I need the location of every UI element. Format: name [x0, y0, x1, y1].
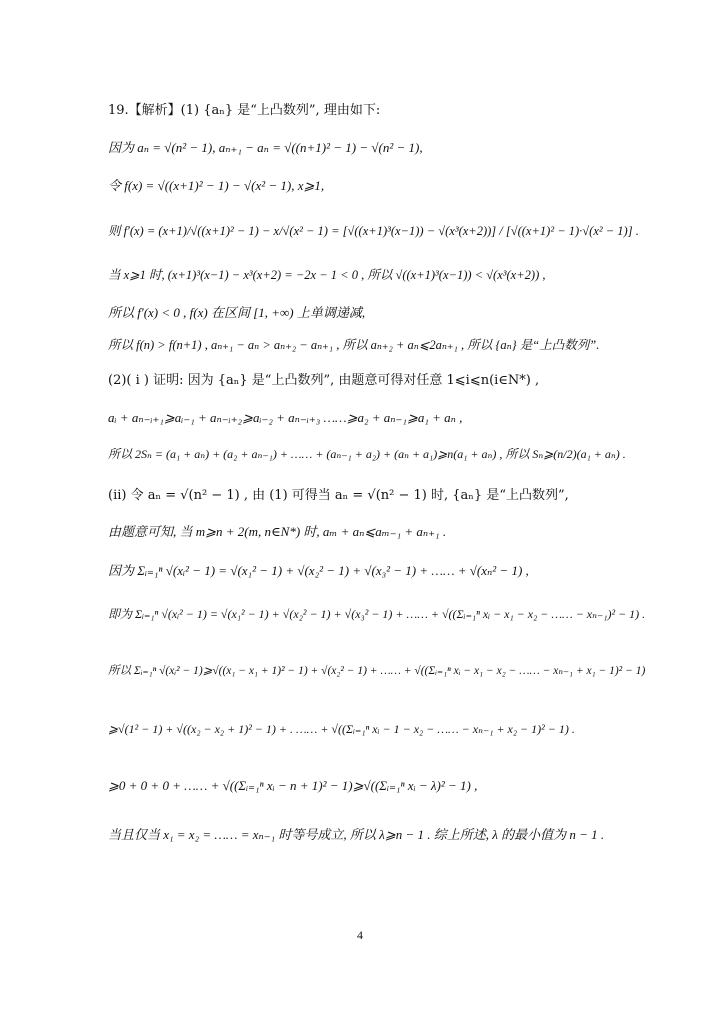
solution-line: 当 x⩾1 时, (x+1)³(x−1) − x³(x+2) = −2x − 1 < 0 , 所以 √((x+1)³(x−1)) < √(x³(x+2)) ,	[108, 268, 546, 282]
solution-line: 令 f(x) = √((x+1)² − 1) − √(x² − 1), x⩾1,	[108, 178, 325, 193]
solution-line: 所以 f(n) > f(n+1) , aₙ₊₁ − aₙ > aₙ₊₂ − aₙ₊₁ , 所以 aₙ₊₂ + aₙ⩽2aₙ₊₁ , 所以 {aₙ} 是“上凸数列”.	[108, 338, 600, 352]
solution-line: 所以 2Sₙ = (a₁ + aₙ) + (a₂ + aₙ₋₁) + …… + (aₙ₋₁ + a₂) + (aₙ + a₁)⩾n(a₁ + aₙ) , 所以 Sₙ⩾(n/2)(a₁ + aₙ) .	[108, 447, 626, 461]
solution-line: 当且仅当 x₁ = x₂ = …… = xₙ₋₁ 时等号成立, 所以 λ⩾n − 1 . 综上所述, λ 的最小值为 n − 1 .	[108, 827, 605, 842]
solution-line: 则 f′(x) = (x+1)/√((x+1)² − 1) − x/√(x² − 1) = [√((x+1)³(x−1)) − √(x³(x+2))] / [√((x+1)² − 1)·√(x² − 1)] .	[108, 224, 639, 238]
solution-line: (2)( i ) 证明: 因为 {aₙ} 是“上凸数列”, 由题意可得对任意 1⩽i⩽n(i∈N*) ,	[108, 373, 540, 388]
solution-heading: 19.【解析】(1) {aₙ} 是“上凸数列”, 理由如下:	[108, 103, 381, 118]
solution-line: 所以 Σᵢ₌₁ⁿ √(xᵢ² − 1)⩾√((x₁ − x₁ + 1)² − 1) + √(x₂² − 1) + …… + √((Σᵢ₌₁ⁿ xᵢ − x₁ − x₂ − …… − xₙ₋₁ + x₁ − 1)² − 1)	[108, 665, 646, 677]
page-number: 4	[357, 928, 363, 942]
solution-line: ⩾√(1² − 1) + √((x₂ − x₂ + 1)² − 1) + . …… + √((Σᵢ₌₁ⁿ xᵢ − 1 − x₂ − …… − xₙ₋₁ + x₂ − 1)² − 1) .	[108, 722, 575, 736]
solution-line: 因为 Σᵢ₌₁ⁿ √(xᵢ² − 1) = √(x₁² − 1) + √(x₂² − 1) + √(x₃² − 1) + …… + √(xₙ² − 1) ,	[108, 563, 529, 578]
solution-line: 因为 aₙ = √(n² − 1), aₙ₊₁ − aₙ = √((n+1)² − 1) − √(n² − 1),	[108, 140, 423, 155]
solution-line: aᵢ + aₙ₋ᵢ₊₁⩾aᵢ₋₁ + aₙ₋ᵢ₊₂⩾aᵢ₋₂ + aₙ₋ᵢ₊₃ ……⩾a₂ + aₙ₋₁⩾a₁ + aₙ ,	[108, 410, 463, 425]
solution-line: 所以 f′(x) < 0 , f(x) 在区间 [1, +∞) 上单调递减,	[108, 305, 366, 320]
solution-line: 即为 Σᵢ₌₁ⁿ √(xᵢ² − 1) = √(x₁² − 1) + √(x₂² − 1) + √(x₃² − 1) + …… + √((Σᵢ₌₁ⁿ xᵢ − x₁ − x₂ − …… − xₙ₋₁)² − 1) .	[108, 607, 646, 621]
solution-line: ⩾0 + 0 + 0 + …… + √((Σᵢ₌₁ⁿ xᵢ − n + 1)² − 1)⩾√((Σᵢ₌₁ⁿ xᵢ − λ)² − 1) ,	[108, 778, 478, 793]
solution-line: (ii) 令 aₙ = √(n² − 1) , 由 (1) 可得当 aₙ = √(n² − 1) 时, {aₙ} 是“上凸数列”,	[108, 488, 569, 503]
solution-line: 由题意可知, 当 m⩾n + 2(m, n∈N*) 时, aₘ + aₙ⩽aₘ₋₁ + aₙ₊₁ .	[108, 524, 447, 539]
